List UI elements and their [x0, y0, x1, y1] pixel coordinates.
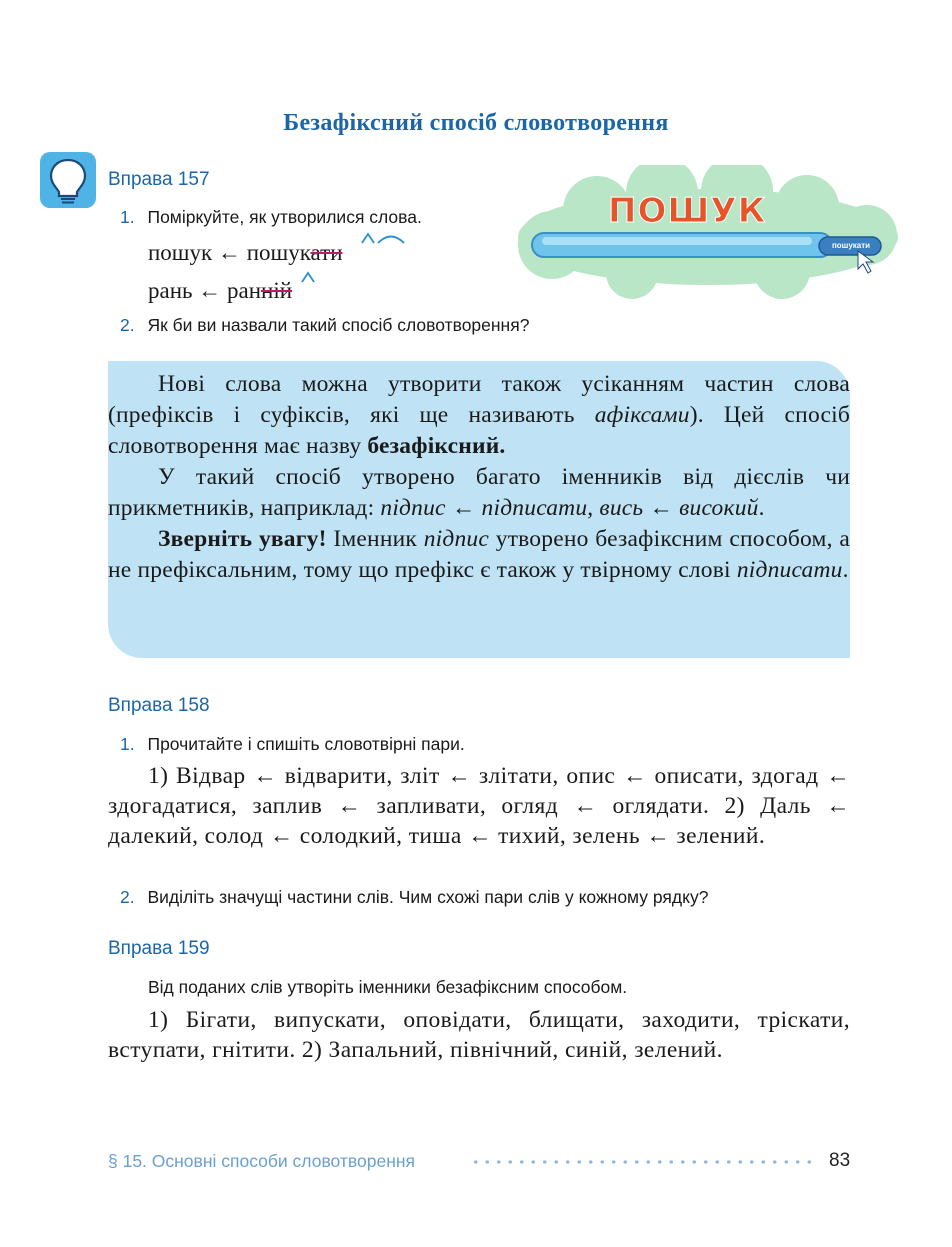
exercise-157-heading: Вправа 157	[108, 169, 210, 190]
search-button-label: пошукати	[831, 241, 871, 250]
exercise-158-body: 1) Відвар ← відварити, зліт ← злітати, опис ← описати, здогад ← здогадатися, заплив ← запливати, огляд ← оглядати. 2) Даль ← далекий, солод ← солодкий, тиша ← тихий, зелень ← зелений.	[108, 763, 850, 849]
exercise-158-heading: Вправа 158	[108, 695, 210, 716]
rule-paragraph-1: Нові слова можна утворити також усіканням частин слова (префіксів і суфіксів, які ще називають афіксами). Цей спосіб словотворення має назву безафіксний.	[108, 371, 850, 459]
exercise-157-task-1	[120, 207, 422, 228]
exercise-159-task: Від поданих слів утворіть іменники безафіксним способом.	[148, 977, 628, 997]
exercise-158-task-2	[120, 887, 708, 908]
exercise-159-body: 1) Бігати, випускати, оповідати, блищати, заходити, тріскати, вступати, гнітити. 2) Запальний, північний, синій, зелений.	[108, 1007, 850, 1063]
task-number: 2.	[120, 887, 135, 907]
footer-section-title: § 15. Основні способи словотворення	[108, 1151, 416, 1171]
exercise-158-task-1	[120, 734, 465, 755]
exercise-157-task-2	[120, 315, 529, 336]
task-text: Як би ви назвали такий спосіб словотворення?	[147, 315, 530, 335]
struck-suffix: ній	[261, 278, 293, 303]
task-number: 1.	[120, 207, 135, 227]
suffix-arc-mark	[360, 232, 406, 244]
rule-paragraph-3: Зверніть увагу! Іменник підпис утворено безафіксним способом, а не префіксальним, тому що префікс є також у твірному слові підписати.	[108, 526, 851, 583]
rule-paragraph-2: У такий спосіб утворено багато іменників від дієслів чи прикметників, наприклад: підпис ← підписати, вись ← високий.	[108, 464, 850, 521]
word-pair-base: рань ← ран	[148, 278, 262, 303]
task-text: Поміркуйте, як утворилися слова.	[147, 207, 422, 227]
struck-suffix: ати	[310, 240, 343, 265]
search-logo-text: ПОШУК	[608, 191, 767, 231]
word-pair-base: пошук ← пошук	[148, 240, 311, 265]
exercise-159-heading: Вправа 159	[108, 938, 210, 959]
page-number: 83	[829, 1150, 851, 1171]
task-text: Прочитайте і спишіть словотвірні пари.	[147, 734, 465, 754]
word-pair-1	[148, 240, 343, 266]
task-number: 2.	[120, 315, 135, 335]
rule-box	[108, 361, 850, 658]
search-illustration	[512, 165, 904, 300]
task-text: Виділіть значущі частини слів. Чим схожі пари слів у кожному рядку?	[147, 887, 709, 907]
lightbulb-icon	[40, 152, 96, 208]
word-pair-2	[148, 278, 292, 304]
task-number: 1.	[120, 734, 135, 754]
footer-dot-leader	[470, 1158, 815, 1166]
suffix-caret-mark	[300, 271, 316, 283]
rule-text	[108, 369, 850, 586]
section-title: Безафіксний спосіб словотворення	[283, 110, 669, 136]
